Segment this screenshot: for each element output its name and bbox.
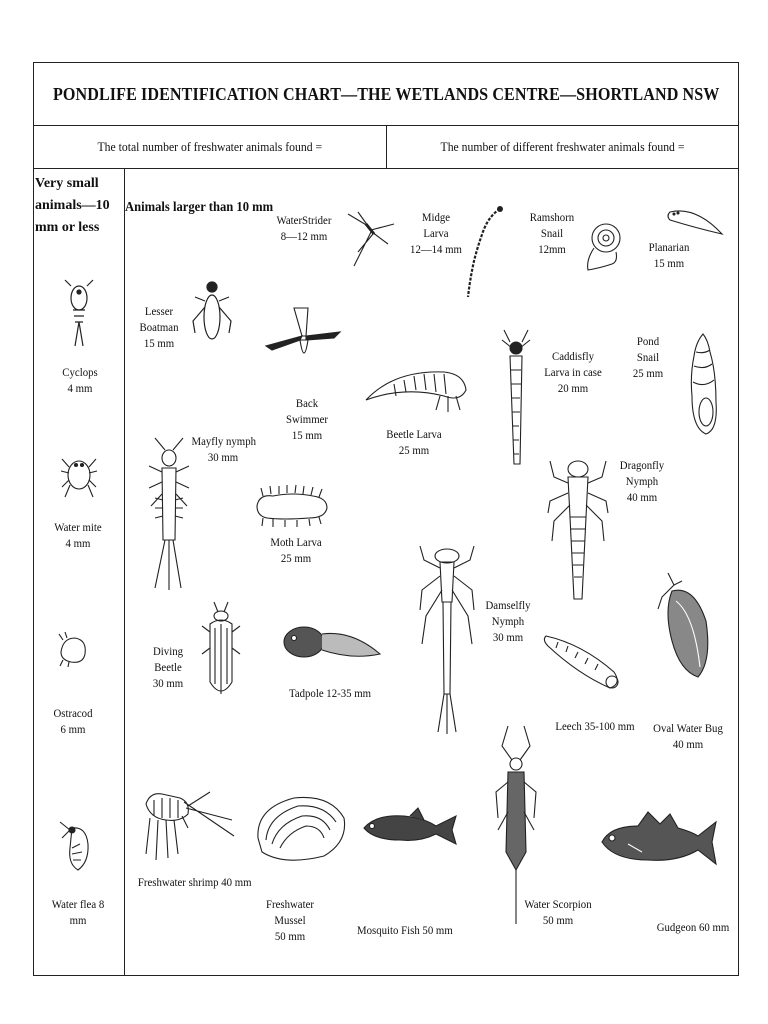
freshwater-shrimp-label: Freshwater shrimp 40 mm xyxy=(137,875,252,889)
leech-icon xyxy=(542,632,622,692)
mosquito-fish-label: Mosquito Fish 50 mm xyxy=(357,923,453,937)
dragonfly-nymph-icon xyxy=(546,457,610,605)
diving-beetle-label: Diving Beetle 30 mm xyxy=(152,644,184,690)
ostracod-label: Ostracod 6 mm xyxy=(53,706,93,736)
back-swimmer-label: Back Swimmer 15 mm xyxy=(285,396,328,442)
cyclops-label: Cyclops 4 mm xyxy=(62,365,98,395)
water-strider-icon xyxy=(344,208,396,268)
chart-title: PONDLIFE IDENTIFICATION CHART—THE WETLANDS CENTRE—SHORTLAND NSW xyxy=(52,83,720,104)
freshwater-shrimp-icon xyxy=(140,788,236,864)
back-swimmer-icon xyxy=(264,306,342,368)
caddisfly-larva-icon xyxy=(496,326,536,468)
heading-line: Very small xyxy=(35,176,99,191)
moth-larva-icon xyxy=(253,484,331,528)
freshwater-mussel-label: Freshwater Mussel 50 mm xyxy=(265,897,314,943)
count-row xyxy=(34,125,738,169)
water-flea-label: Water flea 8 mm xyxy=(51,897,105,927)
diving-beetle-icon xyxy=(200,598,242,702)
heading-line: animals—10 xyxy=(35,198,110,213)
pond-snail-label: Pond Snail 25 mm xyxy=(632,334,664,380)
title-row xyxy=(34,63,738,126)
water-mite-icon xyxy=(60,447,98,499)
oval-water-bug-label: Oval Water Bug 40 mm xyxy=(653,721,723,751)
tadpole-label: Tadpole 12-35 mm xyxy=(288,686,372,700)
total-count-label: The total number of freshwater animals found = xyxy=(97,138,323,154)
planarian-label: Planarian 15 mm xyxy=(648,240,690,270)
freshwater-mussel-icon xyxy=(254,794,348,864)
midge-larva-label: Midge Larva 12—14 mm xyxy=(410,210,462,256)
pond-snail-icon xyxy=(686,332,720,436)
beetle-larva-icon xyxy=(364,362,472,414)
caddisfly-larva-label: Caddisfly Larva in case 20 mm xyxy=(544,349,602,395)
tadpole-icon xyxy=(282,620,382,666)
mosquito-fish-icon xyxy=(360,806,460,852)
small-animals-heading xyxy=(35,173,110,239)
water-flea-icon xyxy=(58,818,98,874)
dragonfly-nymph-label: Dragonfly Nymph 40 mm xyxy=(619,458,665,504)
midge-larva-icon xyxy=(460,205,506,301)
damselfly-nymph-label: Damselfly Nymph 30 mm xyxy=(485,598,531,644)
damselfly-nymph-icon xyxy=(418,544,476,734)
water-scorpion-label: Water Scorpion 50 mm xyxy=(524,897,592,927)
oval-water-bug-icon xyxy=(654,571,712,681)
water-mite-label: Water mite 4 mm xyxy=(54,520,102,550)
different-count-cell xyxy=(387,125,738,168)
moth-larva-label: Moth Larva 25 mm xyxy=(270,535,322,565)
different-count-label: The number of different freshwater animals found = xyxy=(440,138,685,154)
ostracod-icon xyxy=(57,632,89,668)
gudgeon-label: Gudgeon 60 mm xyxy=(656,920,730,934)
mayfly-nymph-icon xyxy=(147,436,191,592)
cyclops-icon xyxy=(63,278,95,350)
lesser-boatman-label: Lesser Boatman 15 mm xyxy=(139,304,179,350)
large-animals-heading: Animals larger than 10 mm xyxy=(125,200,274,215)
gudgeon-icon xyxy=(598,806,718,872)
total-count-cell xyxy=(34,125,387,168)
leech-label: Leech 35-100 mm xyxy=(555,719,635,733)
ramshorn-snail-icon xyxy=(582,218,622,274)
mayfly-nymph-label: Mayfly nymph 30 mm xyxy=(191,434,257,464)
ramshorn-snail-label: Ramshorn Snail 12mm xyxy=(529,210,575,256)
water-strider-label: WaterStrider 8—12 mm xyxy=(276,213,332,243)
lesser-boatman-icon xyxy=(191,277,233,351)
heading-line: mm or less xyxy=(35,220,100,235)
planarian-icon xyxy=(666,206,726,240)
beetle-larva-label: Beetle Larva 25 mm xyxy=(386,427,442,457)
